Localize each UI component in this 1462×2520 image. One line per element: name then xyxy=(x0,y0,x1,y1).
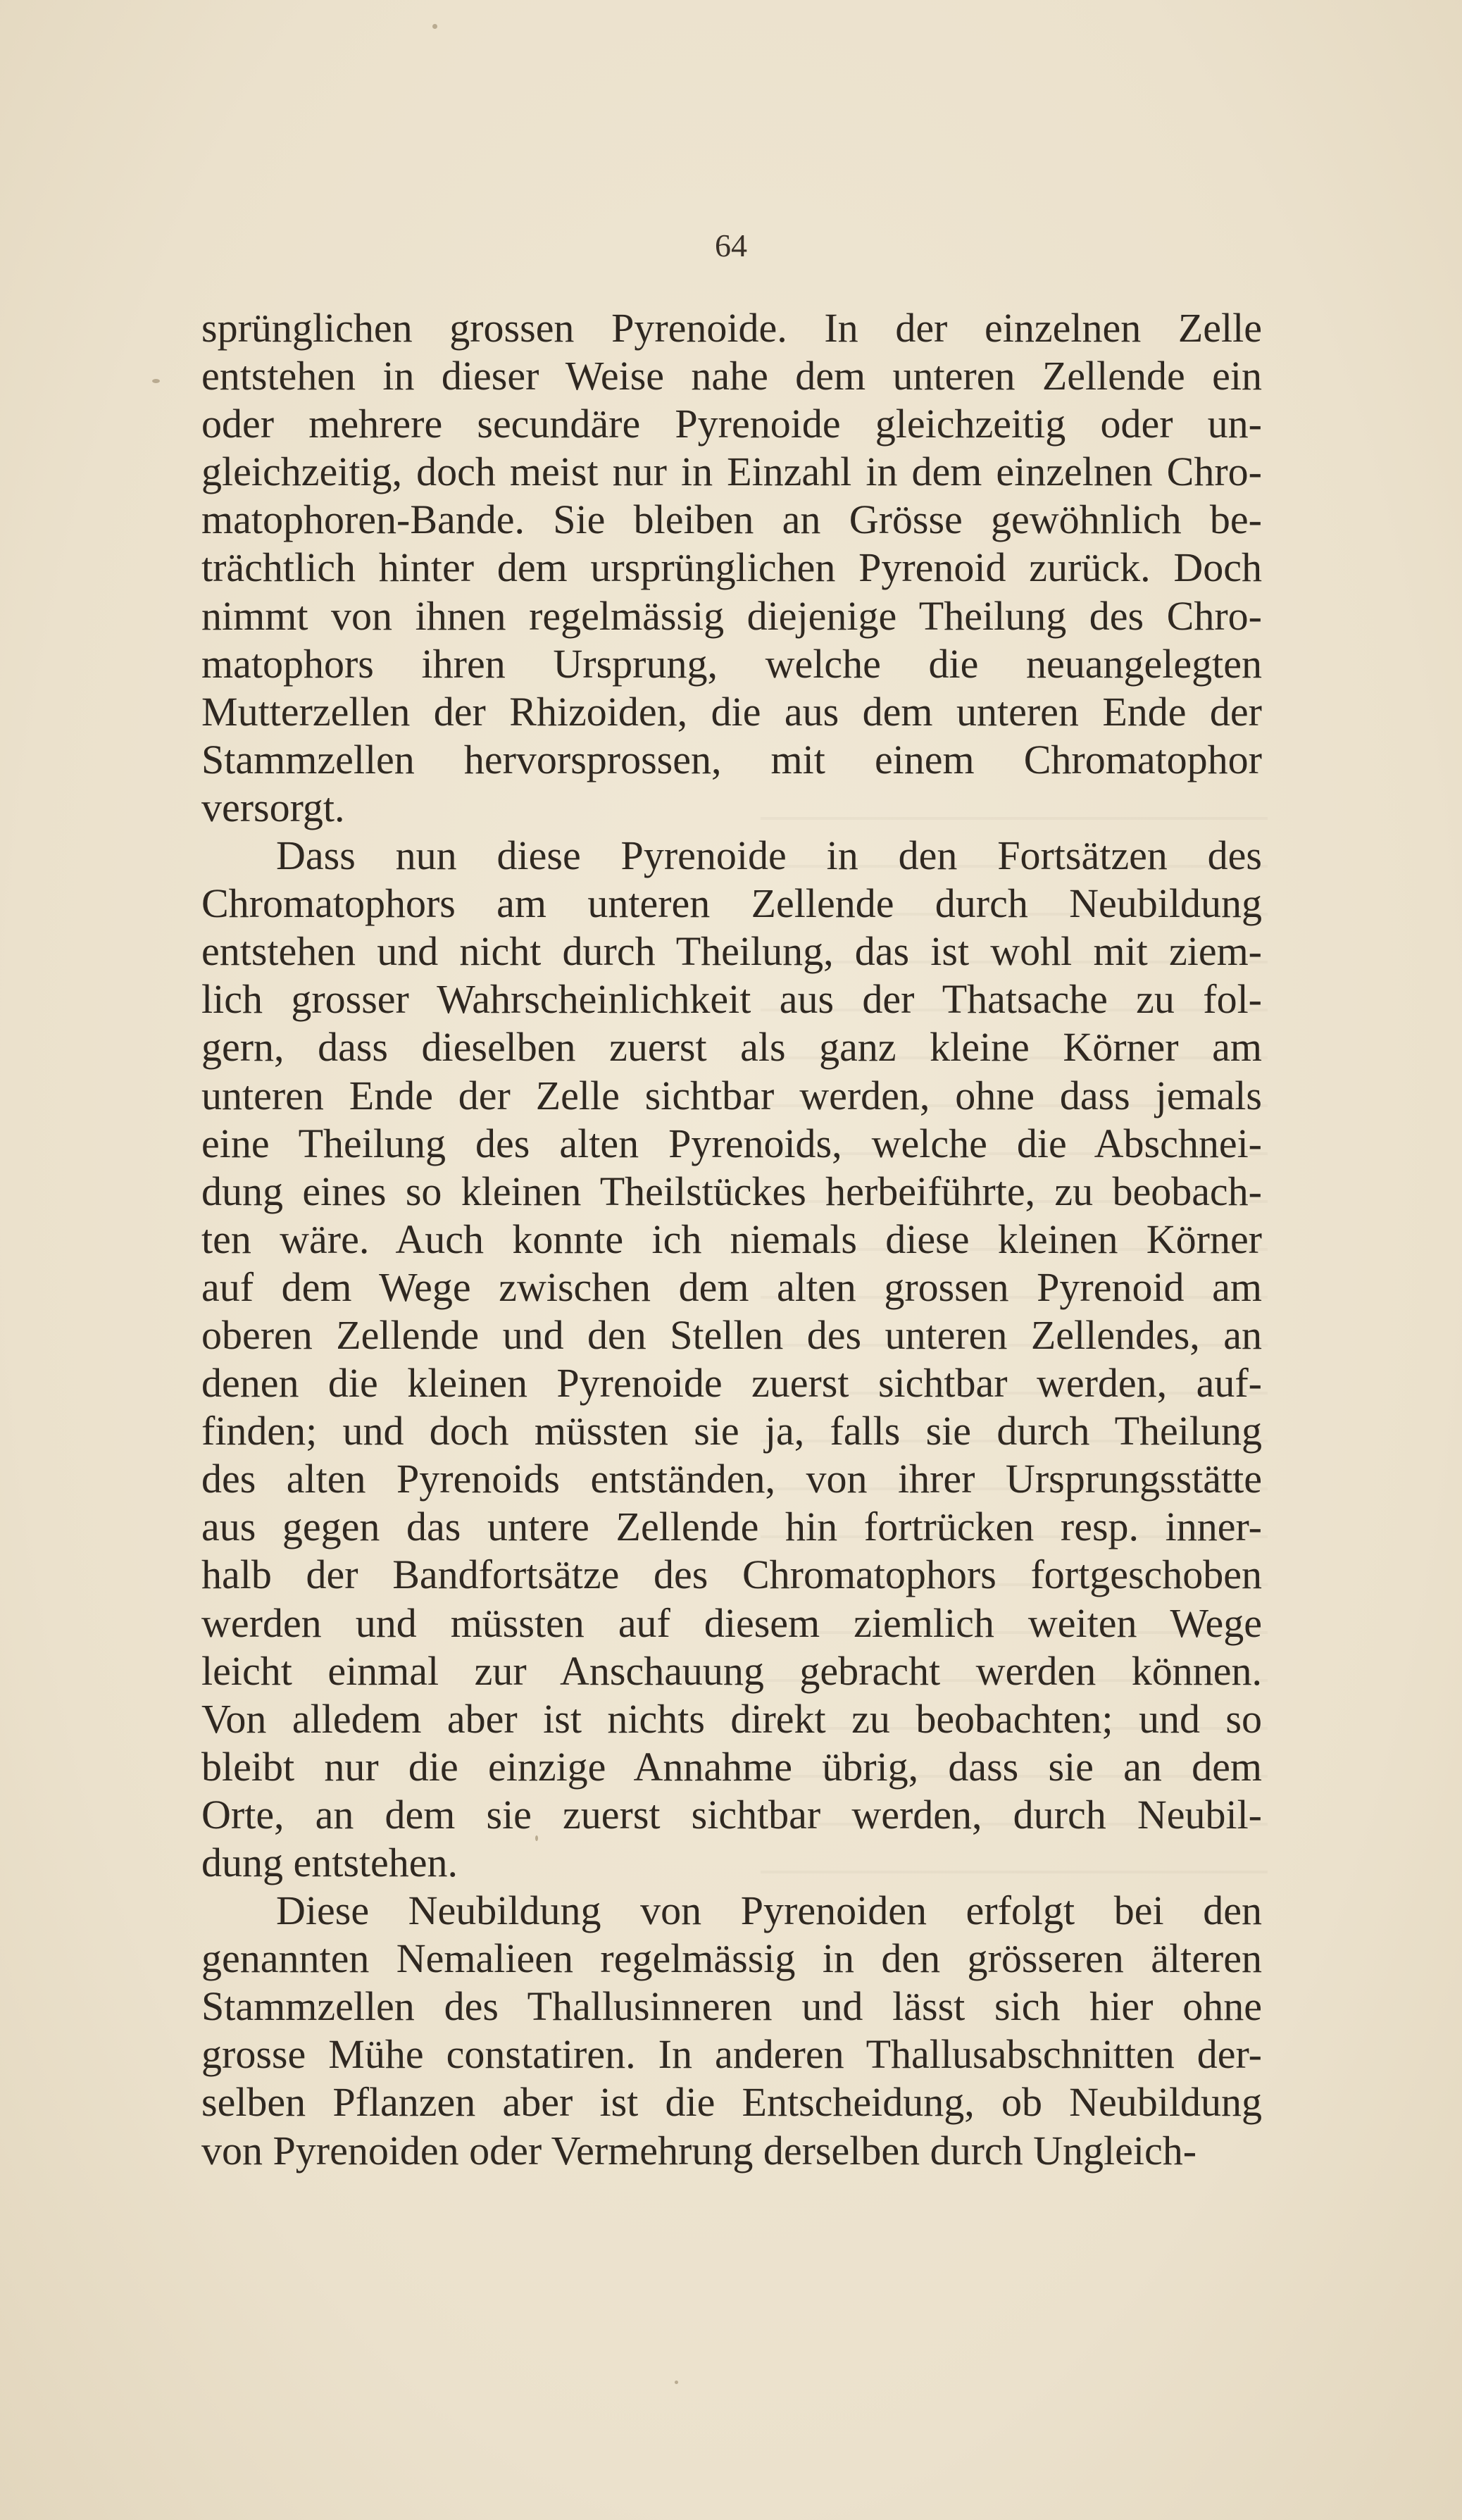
text-line: grosse Mühe constatiren. In anderen Thallusabschnitten der- xyxy=(201,2031,1262,2078)
text-line: Stammzellen des Thallusinneren und lässt sich hier ohne xyxy=(201,1983,1262,2030)
text-line: Dass nun diese Pyrenoide in den Fortsätzen des xyxy=(276,832,1262,879)
text-line: selben Pflanzen aber ist die Entscheidung, ob Neubildung xyxy=(201,2079,1262,2126)
paper-speck xyxy=(675,2381,678,2384)
text-line: entstehen in dieser Weise nahe dem unteren Zellende ein xyxy=(201,353,1262,399)
text-line: dung eines so kleinen Theilstückes herbeiführte, zu beobach- xyxy=(201,1168,1262,1214)
paper-speck xyxy=(152,379,160,383)
text-line: finden; und doch müssten sie ja, falls sie durch Theilung xyxy=(201,1408,1262,1454)
text-line: auf dem Wege zwischen dem alten grossen Pyrenoid am xyxy=(201,1264,1262,1310)
text-line: leicht einmal zur Anschauung gebracht werden können. xyxy=(201,1647,1262,1694)
text-line: lich grosser Wahrscheinlichkeit aus der Thatsache zu fol- xyxy=(201,976,1262,1023)
text-line: Von alledem aber ist nichts direkt zu beobachten; und so xyxy=(201,1695,1262,1742)
text-line: nimmt von ihnen regelmässig diejenige Theilung des Chro- xyxy=(201,592,1262,639)
text-line: aus gegen das untere Zellende hin fortrücken resp. inner- xyxy=(201,1504,1262,1550)
text-line: Mutterzellen der Rhizoiden, die aus dem unteren Ende der xyxy=(201,688,1262,735)
paper-speck xyxy=(432,24,437,29)
text-line: Stammzellen hervorsprossen, mit einem Chromatophor xyxy=(201,736,1262,782)
text-line: Diese Neubildung von Pyrenoiden erfolgt bei den xyxy=(276,1888,1262,1934)
text-line: von Pyrenoiden oder Vermehrung derselben durch Ungleich- xyxy=(201,2127,1197,2173)
page-number: 64 xyxy=(715,227,747,263)
text-line: Orte, an dem sie zuerst sichtbar werden, durch Neubil- xyxy=(201,1791,1262,1838)
text-line: genannten Nemalieen regelmässig in den grösseren älteren xyxy=(201,1935,1262,1982)
text-line: matophoren-Bande. Sie bleiben an Grösse gewöhnlich be- xyxy=(201,497,1262,543)
text-line: des alten Pyrenoids entständen, von ihrer Ursprungsstätte xyxy=(201,1456,1262,1502)
text-line: eine Theilung des alten Pyrenoids, welche die Abschnei- xyxy=(201,1120,1262,1166)
text-line: Chromatophors am unteren Zellende durch Neubildung xyxy=(201,880,1262,927)
text-line: sprünglichen grossen Pyrenoide. In der einzelnen Zelle xyxy=(201,305,1262,351)
text-line: versorgt. xyxy=(201,784,345,830)
paragraph xyxy=(201,1887,1262,2175)
text-line: oberen Zellende und den Stellen des unteren Zellendes, an xyxy=(201,1311,1262,1358)
text-line: bleibt nur die einzige Annahme übrig, dass sie an dem xyxy=(201,1743,1262,1790)
text-line: entstehen und nicht durch Theilung, das ist wohl mit ziem- xyxy=(201,928,1262,975)
text-line: dung entstehen. xyxy=(201,1840,458,1885)
text-line: trächtlich hinter dem ursprünglichen Pyrenoid zurück. Doch xyxy=(201,544,1262,591)
paragraph xyxy=(201,304,1262,832)
text-line: oder mehrere secundäre Pyrenoide gleichzeitig oder un- xyxy=(201,401,1262,447)
text-line: ten wäre. Auch konnte ich niemals diese kleinen Körner xyxy=(201,1216,1262,1262)
text-line: werden und müssten auf diesem ziemlich weiten Wege xyxy=(201,1599,1262,1646)
text-line: denen die kleinen Pyrenoide zuerst sichtbar werden, auf- xyxy=(201,1360,1262,1406)
text-line: matophors ihren Ursprung, welche die neuangelegten xyxy=(201,640,1262,687)
paragraph xyxy=(201,832,1262,1887)
text-line: halb der Bandfortsätze des Chromatophors fortgeschoben xyxy=(201,1552,1262,1598)
text-line: gleichzeitig, doch meist nur in Einzahl in dem einzelnen Chro- xyxy=(201,449,1262,495)
body-text xyxy=(201,304,1262,2175)
text-line: gern, dass dieselben zuerst als ganz kleine Körner am xyxy=(201,1024,1262,1071)
text-line: unteren Ende der Zelle sichtbar werden, ohne dass jemals xyxy=(201,1072,1262,1118)
